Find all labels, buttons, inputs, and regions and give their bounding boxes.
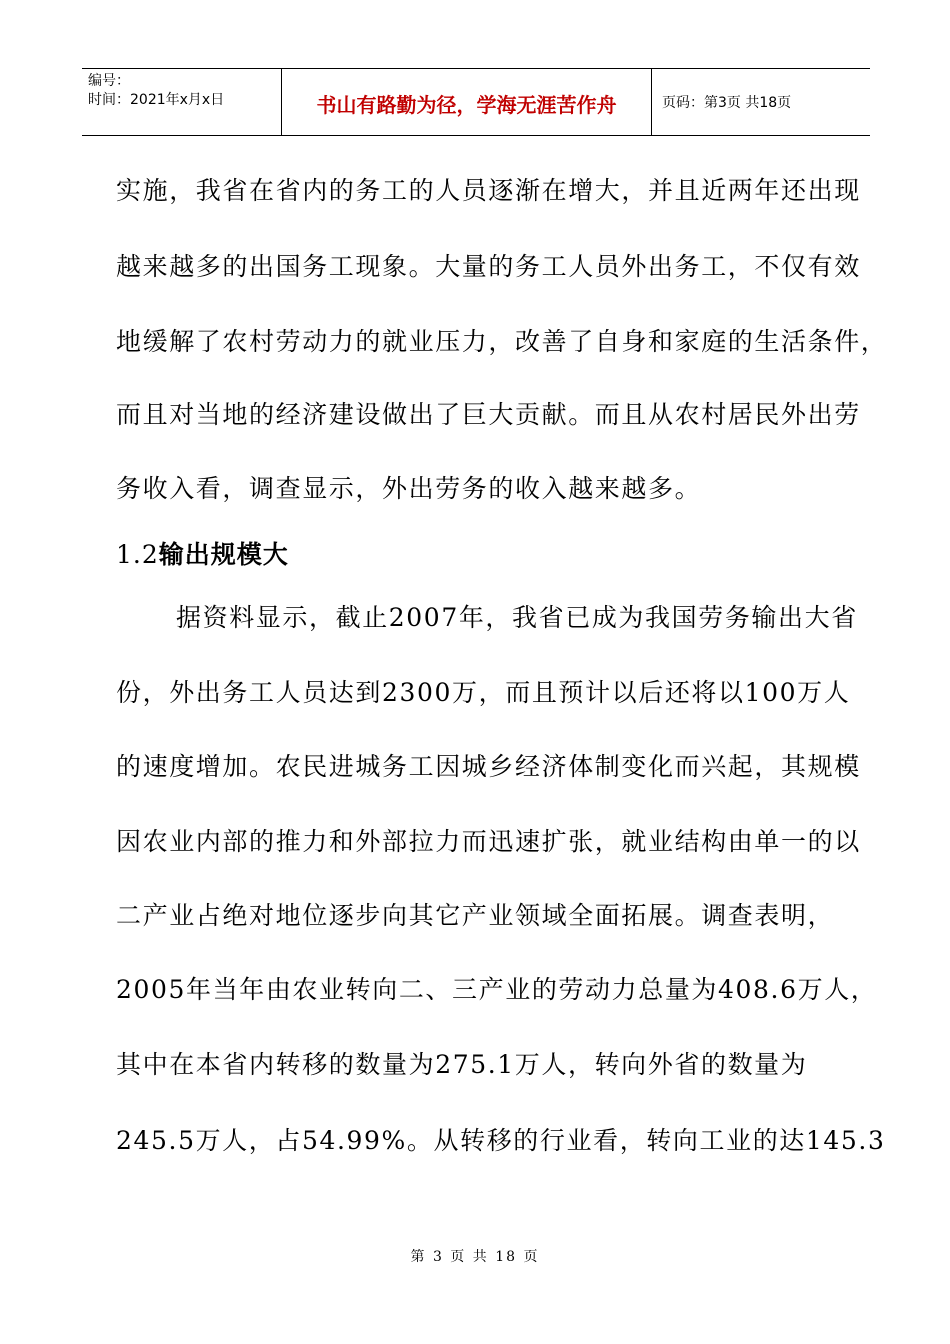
paragraph-line: 245.5万人，占54.99%。从转移的行业看，转向工业的达145.3 [116, 1126, 886, 1155]
page-footer: 第 3 页 共 18 页 [410, 1249, 540, 1265]
section-heading [116, 535, 289, 571]
paragraph-line: 据资料显示，截止2007年，我省已成为我国劳务输出大省 [176, 603, 858, 632]
paragraph-line: 份，外出务工人员达到2300万，而且预计以后还将以100万人 [116, 678, 851, 707]
paragraph-line: 其中在本省内转移的数量为275.1万人，转向外省的数量为 [116, 1050, 808, 1079]
section-title: 输出规模大 [158, 540, 289, 569]
paragraph-line: 而且对当地的经济建设做出了巨大贡献。而且从农村居民外出劳 [116, 400, 861, 429]
paragraph-line: 地缓解了农村劳动力的就业压力，改善了自身和家庭的生活条件， [116, 327, 888, 356]
header-page-info: 页码：第3页 共18页 [662, 95, 792, 111]
paragraph-line: 实施，我省在省内的务工的人员逐渐在增大，并且近两年还出现 [116, 176, 861, 205]
document-number: 编号： [88, 73, 130, 89]
paragraph-line: 越来越多的出国务工现象。大量的务工人员外出务工，不仅有效 [116, 252, 861, 281]
section-number: 1.2 [116, 540, 159, 569]
paragraph-line: 的速度增加。农民进城务工因城乡经济体制变化而兴起，其规模 [116, 752, 861, 781]
header-meta [82, 69, 282, 135]
page-header [82, 68, 870, 136]
paragraph-line: 2005年当年由农业转向二、三产业的劳动力总量为408.6万人， [116, 975, 878, 1004]
paragraph-line: 务收入看，调查显示，外出劳务的收入越来越多。 [116, 474, 702, 503]
document-date: 时间：2021年x月x日 [88, 92, 225, 108]
paragraph-line: 二产业占绝对地位逐步向其它产业领域全面拓展。调查表明， [116, 901, 835, 930]
paragraph-line: 因农业内部的推力和外部拉力而迅速扩张，就业结构由单一的以 [116, 827, 861, 856]
header-motto: 书山有路勤为径，学海无涯苦作舟 [282, 69, 652, 135]
